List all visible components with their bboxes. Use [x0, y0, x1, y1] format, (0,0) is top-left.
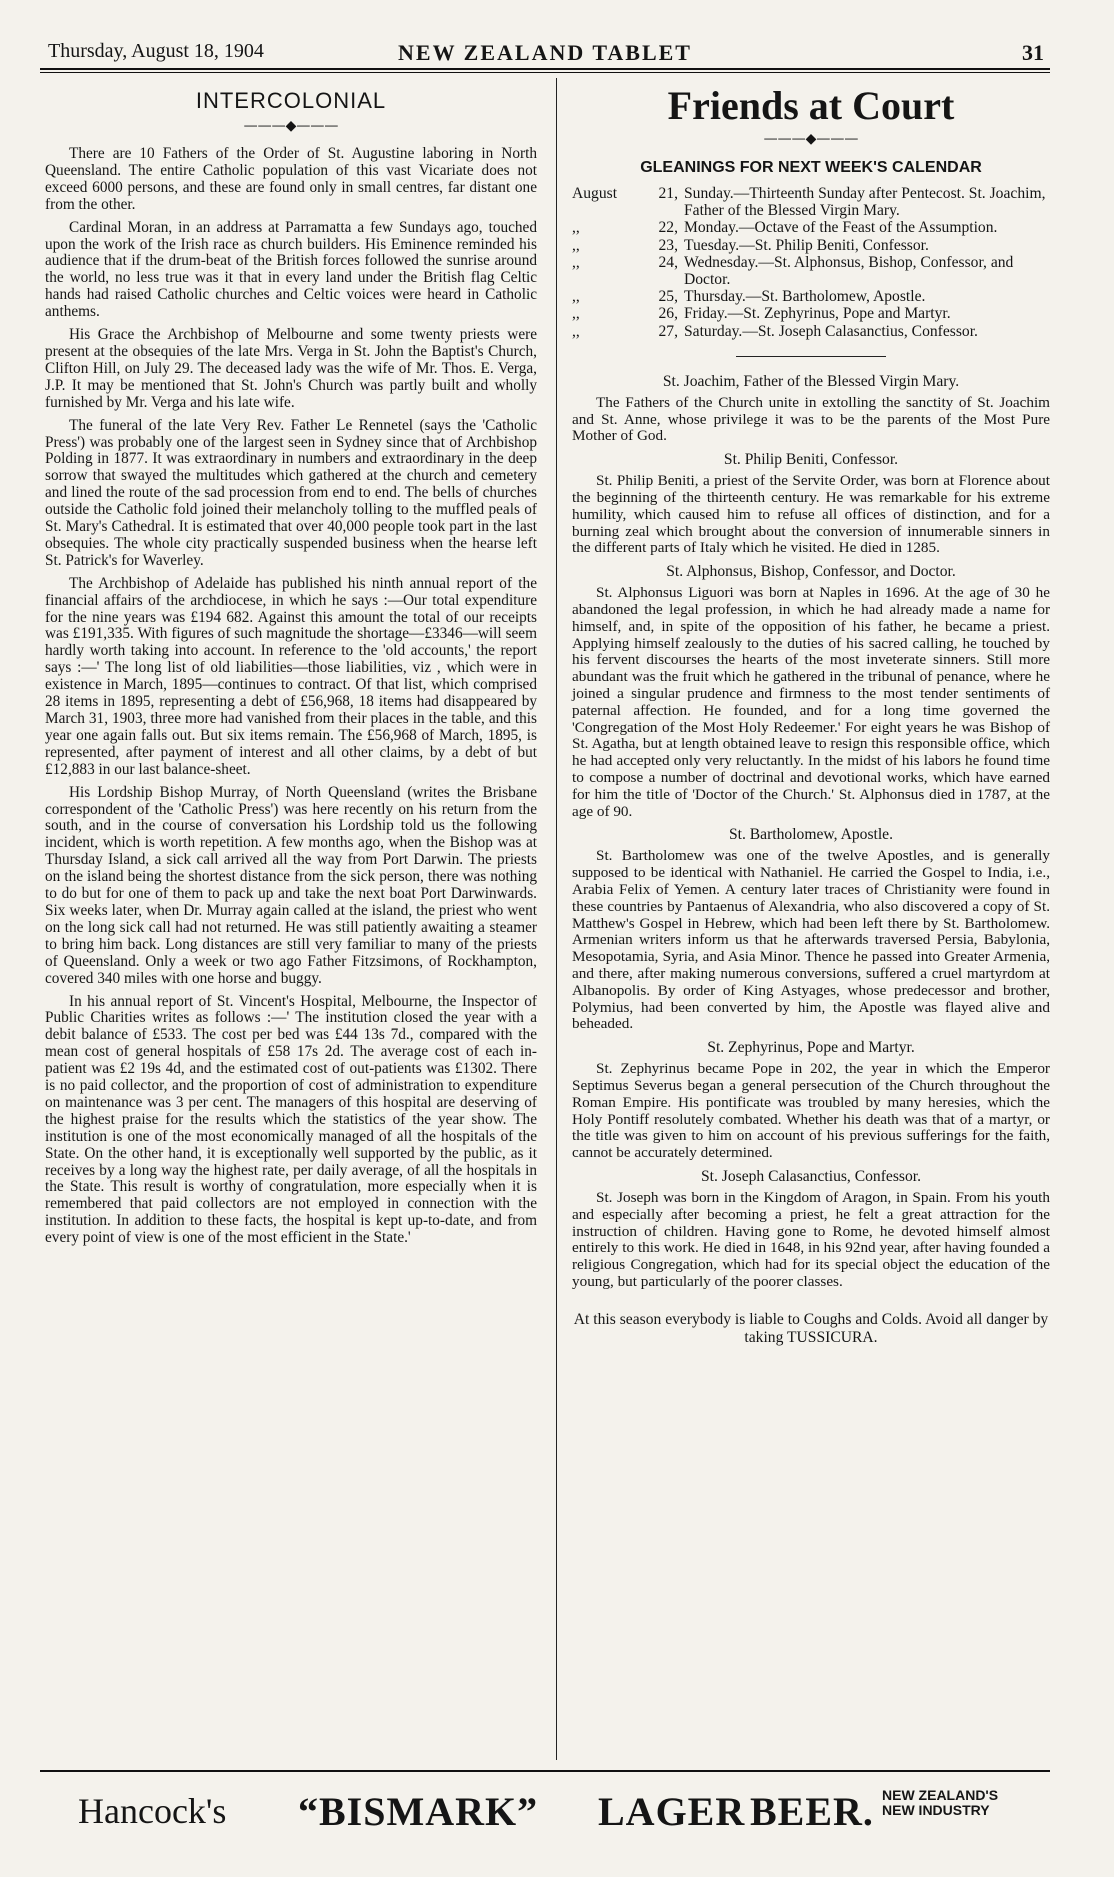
intercolonial-column — [45, 80, 537, 1253]
calendar-day: 25, — [658, 288, 678, 306]
heading-ornament: ———◆——— — [763, 131, 859, 147]
calendar-day: 24, — [658, 253, 678, 271]
calendar-month: ,, — [572, 253, 580, 271]
article-paragraph: The Archbishop of Adelaide has published his ninth annual report of the financial affairs of the archdiocese, in which he says :—Our total expenditure for the nine years was £194 682. Against this amount the total of our receipts was £191,335. With figures of such magnitude the shortage—£3346—will seem hardly worth taking into account. In reference to the 'old accounts,' the report says :—' The long list of old liabilities—those liabilities, viz , which were in existence in March, 1895—continues to contract. Of that list, which comprised 28 items in 1895, representing a debt of £56,968, 18 items had disappeared by March 31, 1903, three more had vanished from their places in the table, and this year one again falls out. But six items remain. The £56,968 of March, 1895, is represented, after payment of interest and all other claims, by a debt of but £12,883 in our last balance-sheet. — [45, 574, 537, 778]
calendar-entry — [572, 254, 1050, 288]
ad-industry-line: NEW INDUSTRY — [882, 1802, 990, 1818]
ad-lager: LAGER — [598, 1789, 746, 1834]
saint-heading: St. Alphonsus, Bishop, Confessor, and Doctor. — [666, 563, 956, 581]
calendar-text: Friday.—St. Zephyrinus, Pope and Martyr. — [684, 305, 951, 323]
calendar-text: Monday.—Octave of the Feast of the Assumption. — [684, 219, 998, 237]
saint-heading: St. Philip Beniti, Confessor. — [723, 451, 899, 469]
issue-date: Thursday, August 18, 1904 — [48, 40, 264, 62]
tussicura-notice: At this season everybody is liable to Coughs and Colds. Avoid all danger by taking TUSSICURA. — [573, 1310, 1049, 1346]
calendar-day: 26, — [658, 305, 678, 323]
calendar-month: ,, — [572, 288, 580, 306]
friends-at-court-column — [572, 80, 1050, 1347]
calendar-month: ,, — [572, 219, 580, 237]
calendar-text: Tuesday.—St. Philip Beniti, Confessor. — [684, 236, 929, 254]
calendar-entry — [572, 237, 1050, 254]
calendar-divider — [736, 356, 886, 357]
saint-paragraph: St. Zephyrinus became Pope in 202, the year in which the Emperor Septimus Severus began a general persecution of the Church throughout the Roman Empire. His pontificate was troubled by many heresies, which the Holy Pontiff resolutely combated. Whether his death was that of a martyr, or the title was given to him on account of his previous sufferings for the faith, cannot be accurately determined. — [572, 1060, 1050, 1162]
ad-beer: BEER. — [750, 1789, 874, 1834]
calendar-month: August — [572, 185, 618, 202]
article-paragraph: Cardinal Moran, in an address at Parramatta a few Sundays ago, touched upon the work of the Irish race as church builders. His Eminence reminded his audience that if the drum-beat of the British forces followed the sunrise around the world, no less true was it that in every land under the British flag Celtic hands had raised Catholic churches and Celtic voices were heard in Catholic anthems. — [45, 218, 537, 321]
saint-heading: St. Zephyrinus, Pope and Martyr. — [707, 1039, 915, 1057]
column-divider — [556, 78, 557, 1760]
calendar-subheading: GLEANINGS FOR NEXT WEEK'S CALENDAR — [640, 159, 982, 176]
article-paragraph: His Grace the Archbishop of Melbourne and some twenty priests were present at the obsequies of the late Mrs. Verga in St. John the Baptist's Church, Clifton Hill, on July 29. The deceased lady was the wife of Mr. Thos. E. Verga, J.P. It may be mentioned that St. John's Church was partly built and wholly furnished by Mr. Verga and his late wife. — [45, 326, 537, 411]
calendar-day: 21, — [658, 185, 678, 202]
calendar-text: Thursday.—St. Bartholomew, Apostle. — [684, 288, 926, 306]
masthead-rule-thin — [40, 72, 1050, 73]
footer-rule — [40, 1770, 1050, 1772]
calendar-text: Wednesday.—St. Alphonsus, Bishop, Confessor, and Doctor. — [684, 253, 1014, 289]
calendar-list — [572, 185, 1050, 340]
saint-paragraph: St. Bartholomew was one of the twelve Apostles, and is generally supposed to be identical with Nathaniel. He carried the Gospel to India, i.e., Arabia Felix of Yemen. A century later traces of Christianity were found in these countries by Pantaenus of Alexandria, who also discovered a copy of St. Matthew's Gospel in Hebrew, which had been left there by St. Bartholomew. Armenian writers inform us that he afterwards traversed Persia, Babylonia, Mesopotamia, Syria, and Asia Minor. Thence he passed into Greater Armenia, and there, after making numerous conversions, suffered a cruel martyrdom at Albanopolis. By order of King Astyages, whose predecessor and brother, Polymius, had been converted by him, the Apostle was flayed alive and beheaded. — [572, 847, 1050, 1033]
publication-title: NEW ZEALAND TABLET — [398, 40, 692, 65]
calendar-month: ,, — [572, 322, 580, 340]
saint-paragraph: St. Philip Beniti, a priest of the Servite Order, was born at Florence about the beginning of the thirteenth century. He was remarkable for his extreme humility, which caused him to refuse all offices of distinction, and for a burning zeal which brought about the conversion of innumerable sinners in the different parts of Italy which he visited. He died in 1285. — [572, 472, 1050, 557]
ad-brand: Hancock's — [78, 1791, 227, 1831]
ad-product: “BISMARK” — [298, 1789, 539, 1834]
saint-heading: St. Joseph Calasanctius, Confessor. — [700, 1167, 922, 1185]
article-paragraph: There are 10 Fathers of the Order of St. Augustine laboring in North Queensland. The entire Catholic population of this vast Vicariate does not exceed 6000 persons, and these are found only in small centres, far distant one from the other. — [45, 145, 537, 213]
calendar-month: ,, — [572, 305, 580, 323]
calendar-entry — [572, 323, 1050, 340]
calendar-entry — [572, 305, 1050, 322]
calendar-entry — [572, 219, 1050, 236]
calendar-text: Saturday.—St. Joseph Calasanctius, Confessor. — [684, 322, 978, 340]
article-paragraph: In his annual report of St. Vincent's Hospital, Melbourne, the Inspector of Public Charities writes as follows :—' The institution closed the year with a debit balance of £533. The cost per bed was £44 13s 7d., compared with the mean cost of general hospitals of £58 17s 2d. The average cost of each in-patient was £2 19s 4d, and the estimated cost of out-patients was £1302. There is no paid collector, and the proportion of cost of administration to expenditure on maintenance was 3 per cent. The managers of this hospital are deserving of the highest praise for the results which the statistics of the year show. The institution is one of the most economically managed of all the hospitals of the State. On the other hand, it is exceptionally well supported by the public, as it receives by a long way the highest rate, per daily average, of all the hospitals in the State. This result is worthy of congratulation, more especially when it is remembered that paid collectors are not employed in connection with the institution. In addition to these facts, the hospital is kept up-to-date, and from every point of view is one of the most efficient in the State.' — [45, 992, 537, 1247]
heading-ornament: ———◆——— — [243, 118, 339, 134]
calendar-month: ,, — [572, 236, 580, 254]
article-paragraph: The funeral of the late Very Rev. Father Le Rennetel (says the 'Catholic Press') was probably one of the largest seen in Sydney since that of Archbishop Polding in 1877. It was extraordinary in numbers and extraordinary in the deep sorrow that swayed the multitudes which gathered at the church and cemetery and lined the route of the sad procession from end to end. The bells of churches outside the Catholic fold joined their melancholy tolling to the muffled peals of St. Mary's Cathedral. It is estimated that over 40,000 people took part in the last obsequies. The whole city practically suspended business when the hearse left St. Patrick's for Waverley. — [45, 416, 537, 569]
saint-paragraph: St. Alphonsus Liguori was born at Naples in 1696. At the age of 30 he abandoned the legal profession, in which he had already made a name for himself, and, in spite of the opposition of his father, he became a priest. Applying himself zealously to the duties of his sacred calling, he touched by his fervent discourses the hearts of the most inveterate sinners. Still more abundant was the fruit which he gathered in the tribunal of penance, where he joined a singular prudence and firmness to the most tender sentiments of paternal affection. He founded, and for a long time governed the 'Congregation of the Most Holy Redeemer.' For eight years he was Bishop of St. Agatha, but at length obtained leave to resign this responsible office, which he had accepted only very reluctantly. In the midst of his labors he found time to compose a number of doctrinal and devotional works, which have earned for him the title of 'Doctor of the Church.' St. Alphonsus died in 1787, at the age of 90. — [572, 584, 1050, 820]
calendar-day: 23, — [658, 236, 678, 254]
calendar-text: Sunday.—Thirteenth Sunday after Pentecost. St. Joachim, Father of the Blessed Virgin Mary. — [684, 185, 1046, 220]
calendar-entry — [572, 185, 1050, 219]
calendar-day: 22, — [658, 219, 678, 237]
ad-industry-line: NEW ZEALAND'S — [882, 1787, 999, 1803]
calendar-day: 27, — [658, 322, 678, 340]
saint-heading: St. Joachim, Father of the Blessed Virgin Mary. — [662, 372, 960, 390]
beer-advertisement — [40, 1780, 1050, 1850]
saint-paragraph: The Fathers of the Church unite in extolling the sanctity of St. Joachim and St. Anne, whose privilege it was to be the parents of the Most Pure Mother of God. — [572, 393, 1050, 445]
saint-paragraph: St. Joseph was born in the Kingdom of Aragon, in Spain. From his youth and especially after becoming a priest, he felt a great attraction for the instruction of children. Having gone to Rome, he devoted himself almost entirely to this work. He died in 1648, in his 92nd year, after having founded a religious Congregation, which had for its special object the education of the young, but particularly of the poorer classes. — [572, 1188, 1050, 1290]
ad-industry-tagline — [882, 1788, 998, 1818]
article-paragraph: His Lordship Bishop Murray, of North Queensland (writes the Brisbane correspondent of the 'Catholic Press') was here recently on his return from the south, and in the course of conversation his Lordship told us the following incident, which is worth repetition. A few months ago, when the Bishop was at Thursday Island, a sick call arrived all the way from Port Darwin. The priests on the island being the shortest distance from the sick person, there was nothing to do but for one of them to pack up and take the next boat Port Darwinwards. Six weeks later, when Dr. Murray again called at the island, the priest who went on the long sick call had not returned. He was still patiently awaiting a steamer to bring him back. Long distances are still very familiar to many of the priests of Queensland. Only a week or two ago Father Fitzsimons, of Rockhampton, covered 340 miles with one horse and buggy. — [45, 783, 537, 987]
masthead-rule — [40, 68, 1050, 70]
intercolonial-heading: INTERCOLONIAL — [195, 88, 387, 113]
page-number: 31 — [1022, 40, 1044, 65]
friends-at-court-heading: Friends at Court — [667, 83, 955, 128]
saint-heading: St. Bartholomew, Apostle. — [728, 826, 893, 844]
calendar-entry — [572, 288, 1050, 305]
